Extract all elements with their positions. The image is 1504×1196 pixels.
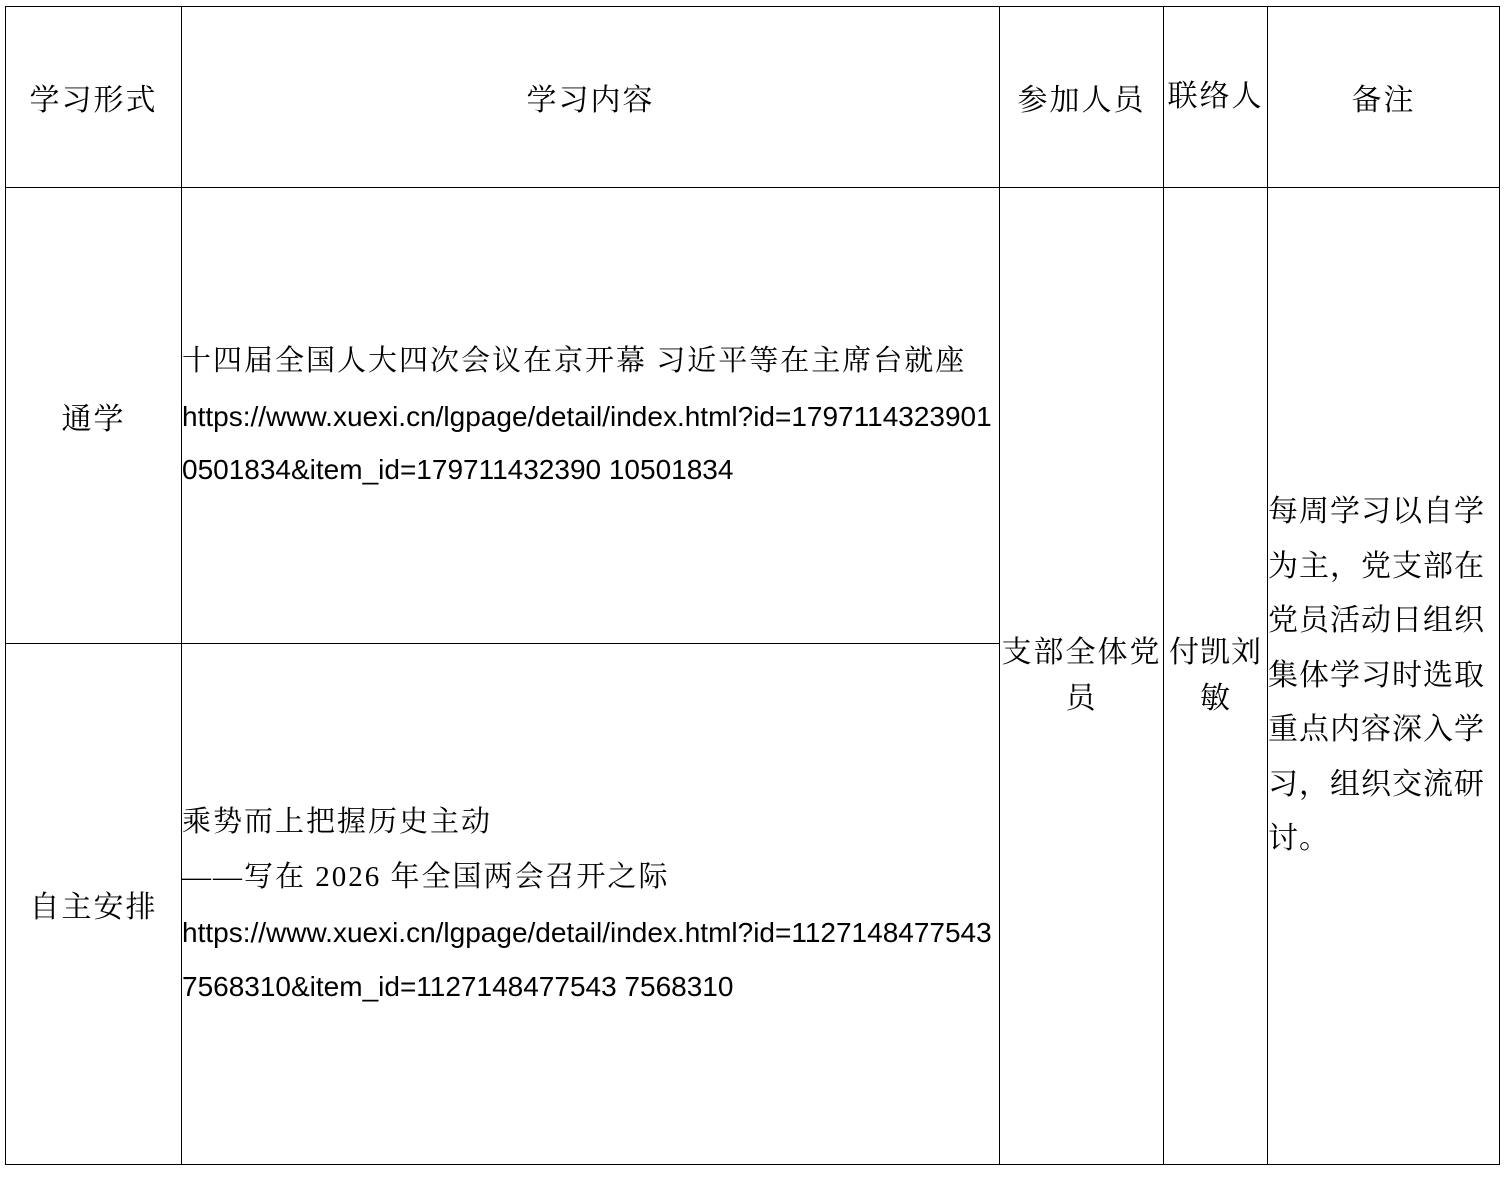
table-row (6, 188, 1500, 644)
table-header-row (6, 7, 1500, 188)
cell-remark: 每周学习以自学为主，党支部在党员活动日组织集体学习时选取重点内容深入学习，组织交流研讨。 (1268, 188, 1500, 1165)
cell-contact-person: 付凯刘敏 (1164, 188, 1268, 1165)
header-cell-form: 学习形式 (6, 7, 182, 188)
content-subtitle-2: ——写在 2026 年全国两会召开之际 (182, 861, 670, 894)
cell-participants: 支部全体党员 (1000, 188, 1164, 1165)
header-cell-people: 参加人员 (1000, 7, 1164, 188)
content-url-1: https://www.xuexi.cn/lgpage/detail/index.html?id=17971143239010501834&item_id=179711432390 10501834 (182, 400, 992, 486)
cell-study-form-2: 自主安排 (6, 644, 182, 1165)
document-page (0, 6, 1504, 1196)
content-title-1: 十四届全国人大四次会议在京开幕 习近平等在主席台就座 (182, 344, 967, 377)
header-cell-content: 学习内容 (182, 7, 1000, 188)
cell-study-content-2 (182, 644, 1000, 1165)
header-cell-contact: 联络人 (1164, 7, 1268, 188)
cell-study-form-1: 通学 (6, 188, 182, 644)
header-cell-remark: 备注 (1268, 7, 1500, 188)
cell-study-content-1 (182, 188, 1000, 644)
content-title-2: 乘势而上把握历史主动 (182, 805, 493, 838)
study-plan-table (5, 6, 1500, 1165)
content-url-2: https://www.xuexi.cn/lgpage/detail/index.html?id=11271484775437568310&item_id=1127148477543 7568310 (182, 916, 992, 1002)
